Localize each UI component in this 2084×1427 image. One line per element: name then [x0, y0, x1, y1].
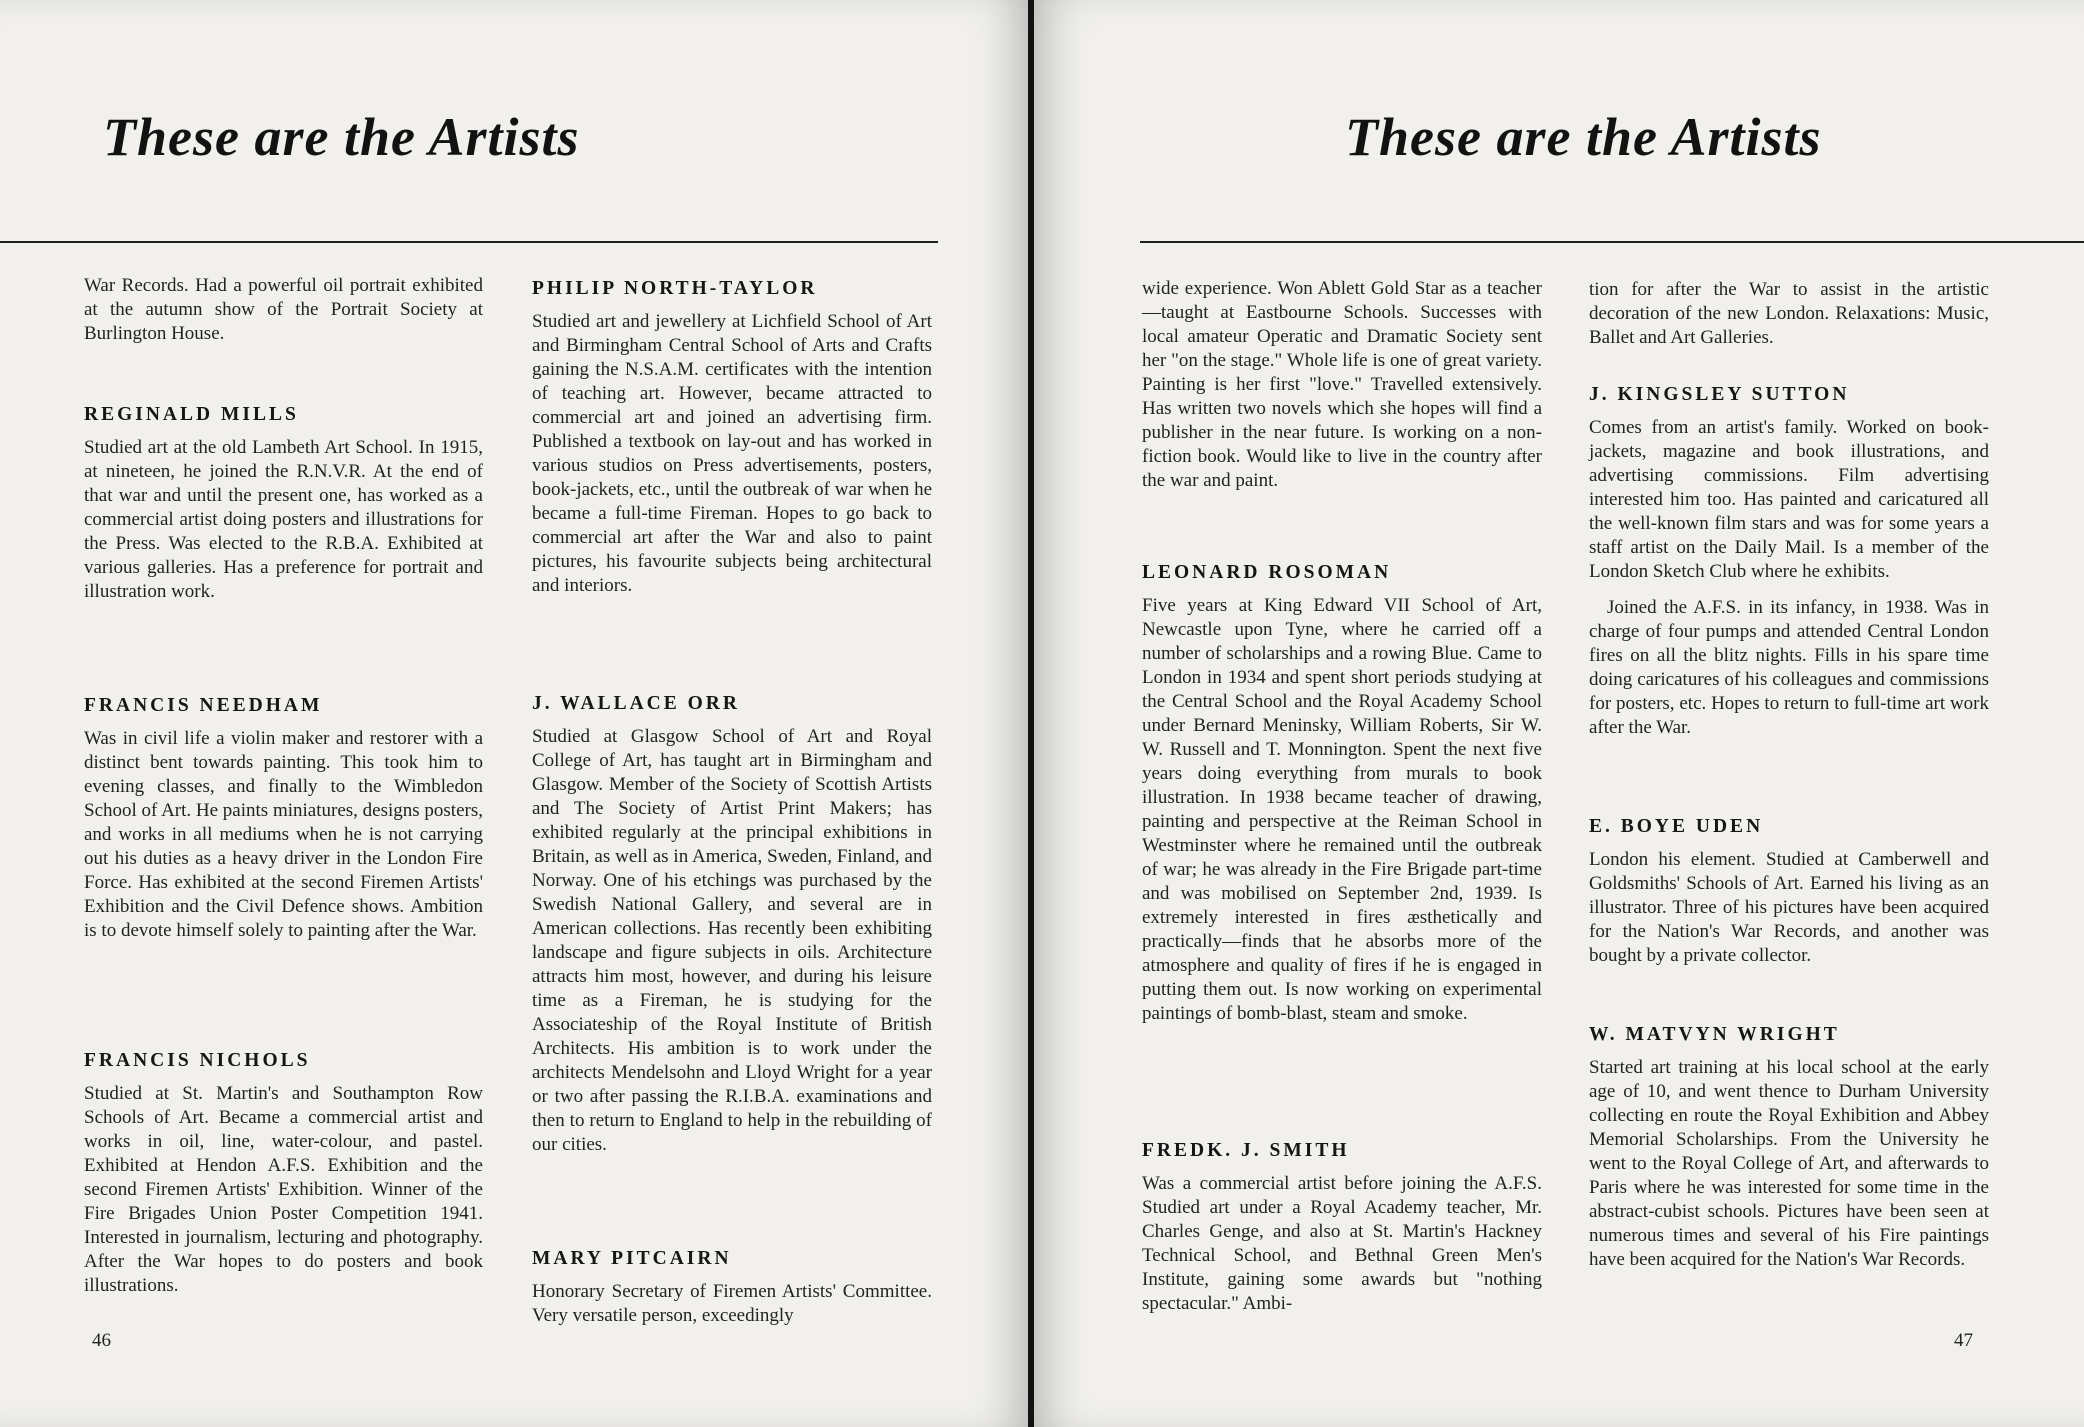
bio-fredk-j-smith-continued [1589, 278, 1989, 350]
header-rule [0, 241, 938, 243]
bio-text: Was a commercial artist before joining the A.F.S. Studied art under a Royal Academy teacher, Mr. Charles Genge, and also at St. Martin's Hackney Technical School, and Bethnal Green Men's Institute, gaining some awards but "nothing spectacular." Ambi- [1142, 1173, 1542, 1314]
bio-text: Comes from an artist's family. Worked on book-jackets, magazine and book illustrations, and advertising commissions. Film advertising interested him too. Has painted and caricatured all the well-known film stars and was for some years a staff artist on the Daily Mail. Is a member of the London Sketch Club where he exhibits. [1589, 417, 1989, 582]
artist-name: FRANCIS NICHOLS [84, 1050, 311, 1071]
bio-text: Studied at St. Martin's and Southampton Row Schools of Art. Became a commercial artist and works in oil, line, water-colour, and pastel. Exhibited at Hendon A.F.S. Exhibition and the second Firemen Artists' Exhibition. Winner of the Fire Brigades Union Poster Competition 1941. Interested in journalism, lecturing and photography. After the War hopes to do posters and book illustrations. [84, 1083, 483, 1296]
artist-name: J. WALLACE ORR [532, 693, 740, 714]
bio-text: War Records. Had a powerful oil portrait exhibited at the autumn show of the Portrait Society at Burlington House. [84, 275, 483, 344]
bio-mary-pitcairn-continued [1142, 277, 1542, 493]
bio-text: Honorary Secretary of Firemen Artists' Committee. Very versatile person, exceedingly [532, 1281, 932, 1326]
page-number: 46 [92, 1330, 111, 1351]
bio-e-boye-uden [1589, 816, 1989, 968]
bio-text: Was in civil life a violin maker and restorer with a distinct bent towards painting. This took him to evening classes, and finally to the Wimbledon School of Art. He paints miniatures, designs posters, and works in all mediums when he is not carrying out his duties as a heavy driver in the London Fire Force. Has exhibited at the second Firemen Artists' Exhibition and the Civil Defence shows. Ambition is to devote himself solely to painting after the War. [84, 728, 483, 941]
artist-name: J. KINGSLEY SUTTON [1589, 384, 1850, 405]
artist-name: MARY PITCAIRN [532, 1248, 732, 1269]
bio-text: tion for after the War to assist in the artistic decoration of the new London. Relaxations: Music, Ballet and Art Galleries. [1589, 279, 1989, 348]
bio-reginald-mills [84, 404, 483, 604]
bio-philip-north-taylor [532, 278, 932, 598]
bio-j-kingsley-sutton [1589, 384, 1989, 740]
bio-continued [84, 274, 483, 346]
page-title: These are the Artists [1345, 107, 1822, 167]
bio-text-paragraph-2: Joined the A.F.S. in its infancy, in 1938. Was in charge of four pumps and attended Central London fires on all the blitz nights. Fills in his spare time doing caricatures of his colleagues and commissions for posters, etc. Hopes to return to full-time art work after the War. [1589, 597, 1989, 738]
bio-fredk-j-smith [1142, 1140, 1542, 1316]
page-title: These are the Artists [103, 107, 580, 167]
bio-text: Studied art and jewellery at Lichfield School of Art and Birmingham Central School of Arts and Crafts gaining the N.S.A.M. certificates with the intention of teaching art. However, became attracted to commercial art and joined an advertising firm. Published a textbook on lay-out and has worked in various studios on Press advertisements, posters, book-jackets, etc., until the outbreak of war when he became a full-time Fireman. Hopes to go back to commercial art after the War and also to paint pictures, his favourite subjects being architectural and interiors. [532, 311, 932, 596]
bio-leonard-rosoman [1142, 562, 1542, 1026]
bio-text: London his element. Studied at Camberwell and Goldsmiths' Schools of Art. Earned his living as an illustrator. Three of his pictures have been acquired for the Nation's War Records, and another was bought by a private collector. [1589, 849, 1989, 966]
artist-name: E. BOYE UDEN [1589, 816, 1764, 837]
bio-text: wide experience. Won Ablett Gold Star as a teacher—taught at Eastbourne Schools. Successes with local amateur Operatic and Dramatic Society sent her "on the stage." Whole life is one of great variety. Painting is her first "love." Travelled extensively. Has written two novels which she hopes will find a publisher in the near future. Is working on a non-fiction book. Would like to live in the country after the war and paint. [1142, 278, 1542, 491]
left-page [0, 0, 1028, 1427]
right-page [1034, 0, 2084, 1427]
bio-mary-pitcairn [532, 1248, 932, 1328]
artist-name: W. MATVYN WRIGHT [1589, 1024, 1840, 1045]
bio-j-wallace-orr [532, 693, 932, 1157]
bio-francis-nichols [84, 1050, 483, 1298]
bio-francis-needham [84, 695, 483, 943]
artist-name: FRANCIS NEEDHAM [84, 695, 323, 716]
artist-name: FREDK. J. SMITH [1142, 1140, 1350, 1161]
page-number: 47 [1954, 1330, 1973, 1351]
artist-name: PHILIP NORTH-TAYLOR [532, 278, 818, 299]
artist-name: LEONARD ROSOMAN [1142, 562, 1392, 583]
bio-w-matvyn-wright [1589, 1024, 1989, 1272]
bio-text: Five years at King Edward VII School of Art, Newcastle upon Tyne, where he carried off a number of scholarships and a rowing Blue. Came to London in 1934 and spent short periods studying at the Central School and the Royal Academy School under Bernard Meninsky, William Roberts, Sir W. W. Russell and T. Monnington. Spent the next five years doing everything from murals to book illustration. In 1938 became teacher of drawing, painting and perspective at the Reiman School in Westminster where he remained until the outbreak of war; he was already in the Fire Brigade part-time and was mobilised on September 2nd, 1939. Is extremely interested in fires æsthetically and practically—finds that he absorbs more of the atmosphere and quality of fires if he is engaged in putting them out. Is now working on experimental paintings of bomb-blast, steam and smoke. [1142, 595, 1542, 1024]
bio-text: Studied at Glasgow School of Art and Royal College of Art, has taught art in Birmingham and Glasgow. Member of the Society of Scottish Artists and The Society of Artist Print Makers; has exhibited regularly at the principal exhibitions in Britain, as well as in America, Sweden, Finland, and Norway. One of his etchings was purchased by the Swedish National Gallery, and several are in American collections. Has recently been exhibiting landscape and figure subjects in oils. Architecture attracts him most, however, and during his leisure time as a Fireman, he is studying for the Associateship of the Royal Institute of British Architects. His ambition is to work under the architects Mendelsohn and Lloyd Wright for a year or two after passing the R.I.B.A. examinations and then to return to England to help in the rebuilding of our cities. [532, 726, 932, 1155]
bio-text: Studied art at the old Lambeth Art School. In 1915, at nineteen, he joined the R.N.V.R. At the end of that war and until the present one, has worked as a commercial artist doing posters and illustrations for the Press. Was elected to the R.B.A. Exhibited at various galleries. Has a preference for portrait and illustration work. [84, 437, 483, 602]
bio-text: Started art training at his local school at the early age of 10, and went thence to Durham University collecting en route the Royal Exhibition and Abbey Memorial Scholarships. From the University he went to the Royal College of Art, and afterwards to Paris where he was interested for some time in the abstract-cubist schools. Pictures have been seen at numerous times and several of his Fire paintings have been acquired for the Nation's War Records. [1589, 1057, 1989, 1270]
header-rule [1140, 241, 2084, 243]
artist-name: REGINALD MILLS [84, 404, 299, 425]
